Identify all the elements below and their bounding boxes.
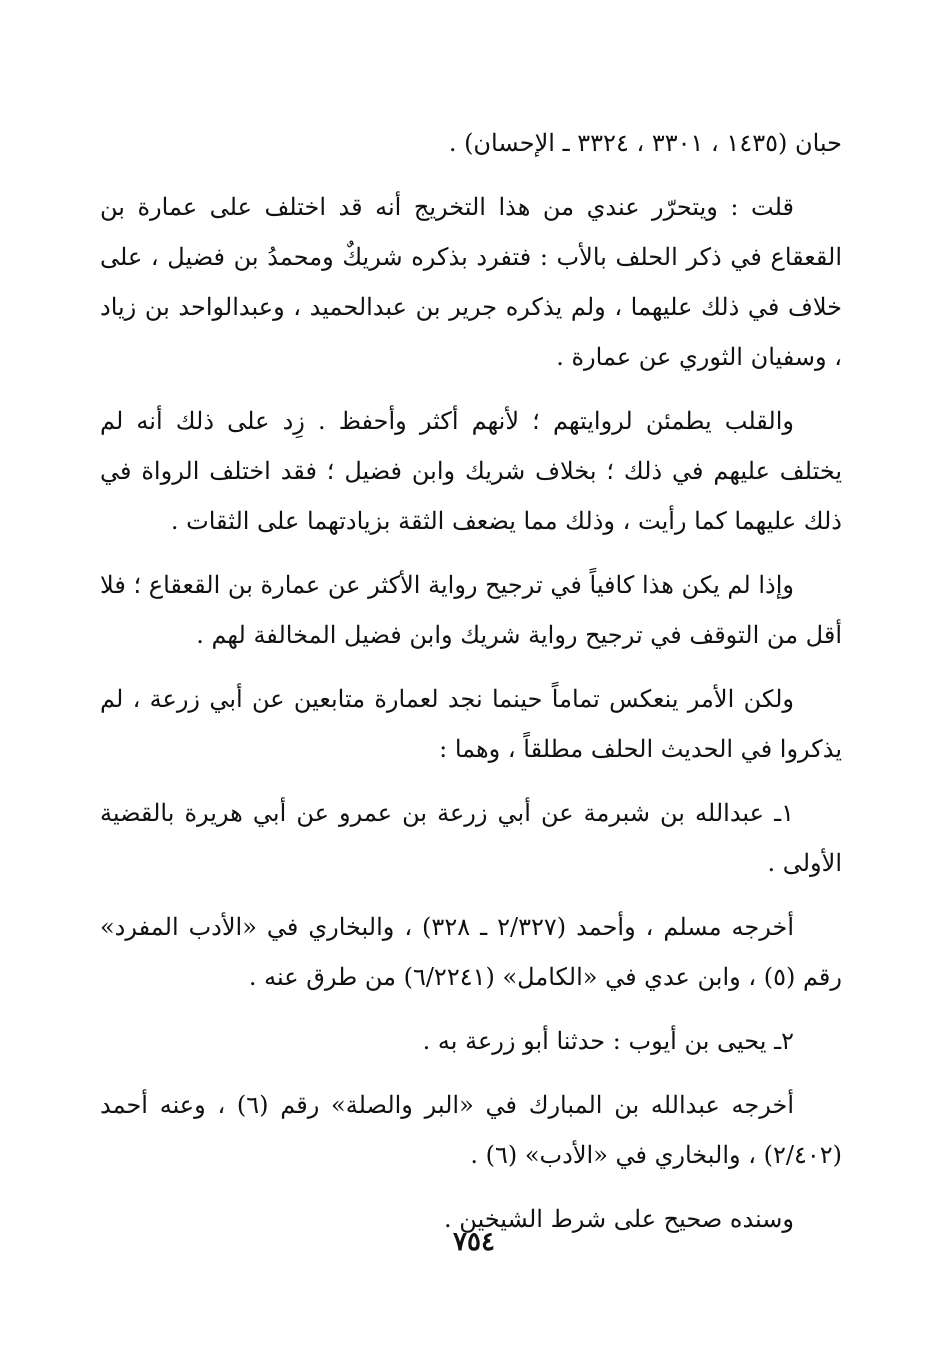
body-text: [100, 118, 842, 1258]
paragraph-followers: ولكن الأمر ينعكس تماماً حينما نجد لعمارة متابعين عن أبي زرعة ، لم يذكروا في الحديث الحلف مطلقاً ، وهما :: [100, 685, 842, 763]
paragraph-analysis: قلت : ويتحرّر عندي من هذا التخريج أنه قد اختلف على عمارة بن القعقاع في ذكر الحلف بالأب : فتفرد بذكره شريكٌ ومحمدُ بن فضيل ، على خلاف في ذلك عليهما ، ولم يذكره جرير بن عبدالحميد ، وعبدالواحد بن زياد ، وسفيان الثوري عن عمارة .: [100, 193, 842, 371]
paragraph-source-continuation: حبان (١٤٣٥ ، ٣٣٠١ ، ٣٣٢٤ ـ الإحسان) .: [448, 129, 842, 157]
paragraph-citation-1: أخرجه مسلم ، وأحمد (٢/٣٢٧ ـ ٣٢٨) ، والبخاري في «الأدب المفرد» رقم (٥) ، وابن عدي في «الكامل» (٦/٢٢٤١) من طرق عنه .: [100, 913, 842, 991]
paragraph-verdict: وسنده صحيح على شرط الشيخين .: [444, 1205, 794, 1233]
list-item-1: ١ـ عبدالله بن شبرمة عن أبي زرعة بن عمرو عن أبي هريرة بالقضية الأولى .: [100, 799, 842, 877]
list-item-2: ٢ـ يحيى بن أيوب : حدثنا أبو زرعة به .: [422, 1027, 794, 1055]
paragraph-suspension: وإذا لم يكن هذا كافياً في ترجيح رواية الأكثر عن عمارة بن القعقاع ؛ فلا أقل من التوقف في ترجيح رواية شريك وابن فضيل المخالفة لهم .: [100, 571, 842, 649]
paragraph-citation-2: أخرجه عبدالله بن المبارك في «البر والصلة» رقم (٦) ، وعنه أحمد (٢/٤٠٢) ، والبخاري في «الأدب» (٦) .: [100, 1091, 842, 1169]
paragraph-preference: والقلب يطمئن لروايتهم ؛ لأنهم أكثر وأحفظ . زِد على ذلك أنه لم يختلف عليهم في ذلك ؛ بخلاف شريك وابن فضيل ؛ فقد اختلف الرواة في ذلك عليهما كما رأيت ، وذلك مما يضعف الثقة بزيادتهما على الثقات .: [100, 407, 842, 535]
page-number: ٧٥٤: [453, 1227, 495, 1257]
